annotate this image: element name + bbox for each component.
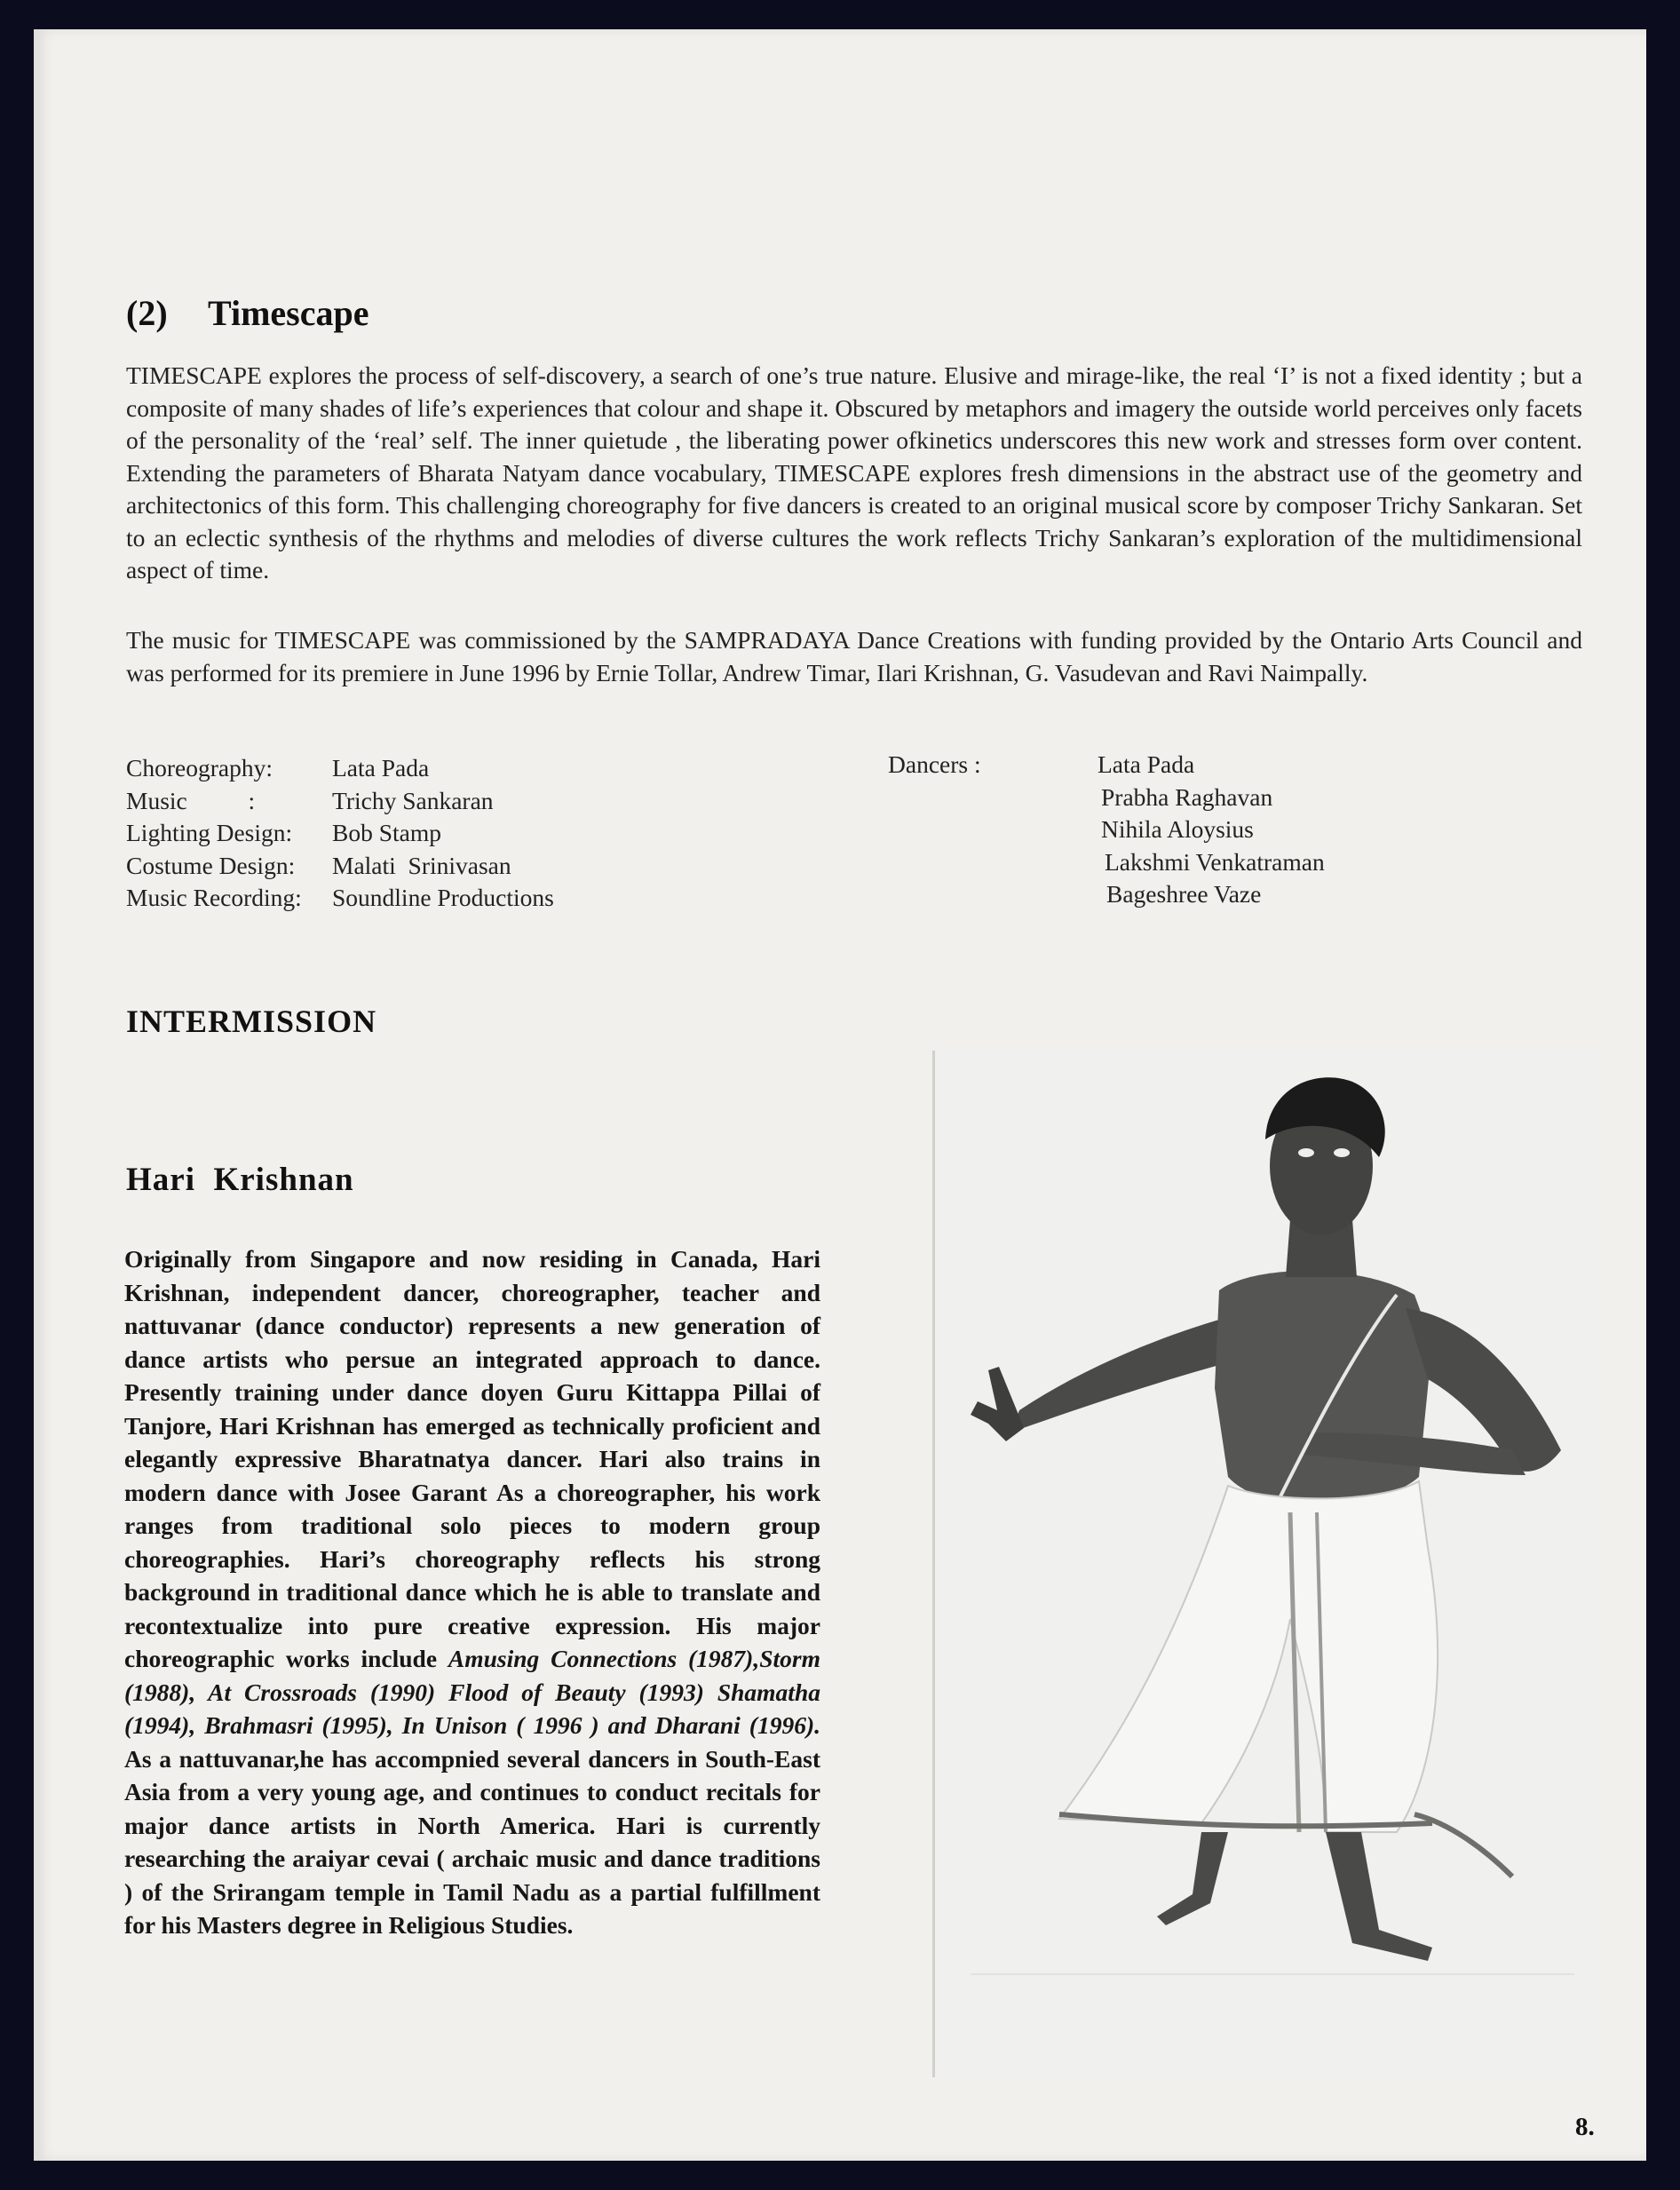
credit-name: Bob Stamp — [332, 819, 441, 846]
credit-row — [126, 850, 890, 883]
dancer-names — [1098, 749, 1325, 911]
bleed-through-text — [123, 75, 144, 170]
credit-name: Lata Pada — [332, 754, 430, 782]
bio-text-part-2: As a nattuvanar,he has accompnied several dancers in South-East Asia from a very young age, and continues to conduct recitals for major dance artists in North America. Hari is currently researching the araiyar cevai ( archaic music and dance traditions ) of the Srirangam temple in Tamil Nadu as a partial fulfillment for his Masters degree in Religious Studies. — [124, 1744, 820, 1939]
page-number: 8. — [1575, 2113, 1595, 2141]
credit-role: Costume Design: — [126, 851, 296, 879]
dancers-label: Dancers : — [888, 750, 981, 778]
credit-name: Malati Srinivasan — [332, 851, 511, 879]
dancer-name: Lata Pada — [1098, 750, 1195, 778]
dancer-name: Prabha Raghavan — [1101, 782, 1273, 811]
credit-row — [126, 882, 890, 915]
section-heading — [126, 292, 368, 334]
program-page — [34, 29, 1646, 2161]
credit-row — [126, 817, 890, 850]
section-title: Timescape — [208, 293, 369, 333]
dancers-list — [888, 749, 1438, 911]
bio-text-part-1: Originally from Singapore and now residing in Canada, Hari Krishnan, independent dancer, choreographer, teacher and nattuvanar (dance conductor) represents a new generation of dance artists who persue an integrated approach to dance. Presently training under dance doyen Guru Kittappa Pillai of Tanjore, Hari Krishnan has emerged as technically proficient and elegantly expressive Bharatnatya dancer. Hari also trains in modern dance with Josee Garant As a choreographer, his work ranges from traditional solo pieces to modern group choreographies. Hari’s choreography reflects his strong background in traditional dance which he is able to translate and recontextualize into pure creative expression. His major choreographic works include — [124, 1245, 820, 1672]
music-commission-note: The music for TIMESCAPE was commissioned by the SAMPRADAYA Dance Creations with funding provided by the Ontario Arts Council and was performed for its premiere in June 1996 by Ernie Tollar, Andrew Timar, Ilari Krishnan, G. Vasudevan and Ravi Naimpally. — [126, 626, 1582, 686]
dancer-name: Bageshree Vaze — [1106, 880, 1262, 908]
credit-row — [126, 785, 890, 818]
bio-text — [124, 1242, 820, 1942]
credit-name: Trichy Sankaran — [332, 786, 494, 814]
credit-row — [126, 752, 890, 785]
credit-role: Lighting Design: — [126, 819, 293, 846]
dancer-photo — [932, 1051, 1601, 2077]
credit-role: Music Recording: — [126, 884, 302, 911]
credit-role: Music : — [126, 786, 256, 814]
credit-role: Choreography: — [126, 754, 273, 782]
credits-list — [126, 752, 890, 915]
dancer-name: Lakshmi Venkatraman — [1105, 847, 1325, 876]
dancer-figure-illustration — [935, 1051, 1601, 2077]
bio-heading: Hari Krishnan — [126, 1162, 354, 1198]
credit-name: Soundline Productions — [332, 884, 554, 911]
bio-works: Amusing Connections (1987),Storm (1988), At Crossroads (1990) Flood of Beauty (1993) Shamatha (1994), Brahmasri (1995), In Unison ( 1996 ) and Dharani (1996). — [124, 1645, 820, 1739]
dancer-name: Nihila Aloysius — [1101, 815, 1254, 843]
intermission-heading: INTERMISSION — [126, 1004, 377, 1039]
timescape-description: TIMESCAPE explores the process of self-discovery, a search of one’s true nature. Elusive and mirage-like, the real ‘I’ is not a fixed identity ; but a composite of many shades of life’s experiences that colour and shape it. Obscured by metaphors and imagery the outside world perceives only facets of the personality of the ‘real’ self. The inner quietude , the liberating power ofkinetics underscores this new work and stresses form over content. Extending the parameters of Bharata Natyam dance vocabulary, TIMESCAPE explores fresh dimensions in the abstract use of the geometry and architectonics of this form. This challenging choreography for five dancers is created to an original musical score by composer Trichy Sankaran. Set to an eclectic synthesis of the rhythms and melodies of diverse cultures the work reflects Trichy Sankaran’s exploration of the multidimensional aspect of time. — [126, 361, 1582, 583]
section-number: (2) — [126, 293, 168, 333]
